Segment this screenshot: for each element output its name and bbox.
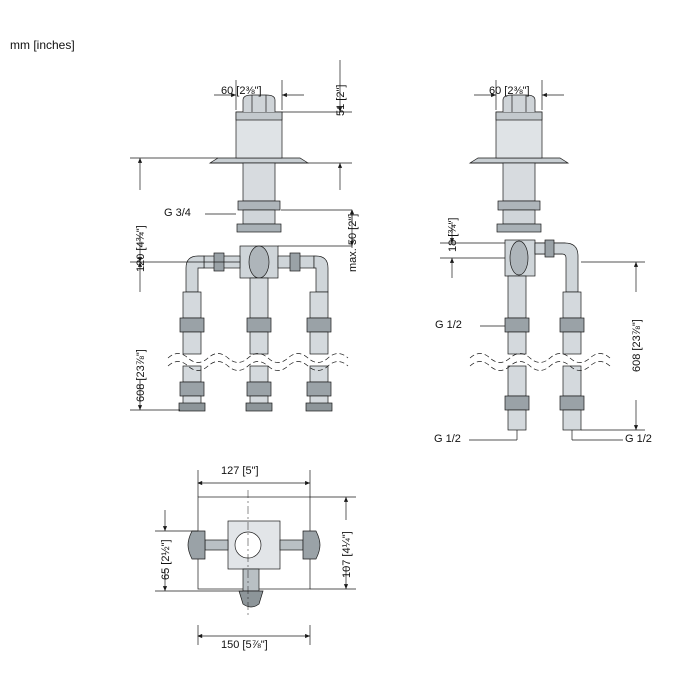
dim-front-width: 60 [2⅜"] bbox=[221, 85, 262, 97]
dim-front-spout-height: 51 [2"] bbox=[335, 84, 347, 116]
dim-side-offset: 18 [¾"] bbox=[447, 217, 459, 252]
dim-top-depth-right: 107 [4¼"] bbox=[341, 531, 353, 578]
dim-front-upper-height: 120 [4¾"] bbox=[135, 225, 147, 272]
dim-top-handle-width: 127 [5"] bbox=[221, 465, 259, 477]
dim-front-lower-height: 608 [23⅞"] bbox=[135, 349, 147, 402]
dim-side-width: 60 [2⅜"] bbox=[489, 85, 530, 97]
callout-side-thread-bottom-right-g12: G 1/2 bbox=[625, 433, 652, 445]
callout-side-thread-bottom-left-g12: G 1/2 bbox=[434, 433, 461, 445]
callout-front-thread-g34: G 3/4 bbox=[164, 207, 191, 219]
dim-side-lower-height: 608 [23⅞"] bbox=[631, 319, 643, 372]
callout-side-thread-left-g12: G 1/2 bbox=[435, 319, 462, 331]
dim-top-overall-width: 150 [5⅞"] bbox=[221, 639, 268, 651]
units-note: mm [inches] bbox=[10, 38, 75, 52]
dim-top-depth-front: 65 [2½"] bbox=[160, 539, 172, 580]
dim-front-max-depth: max. 50 [2"] bbox=[347, 213, 359, 272]
